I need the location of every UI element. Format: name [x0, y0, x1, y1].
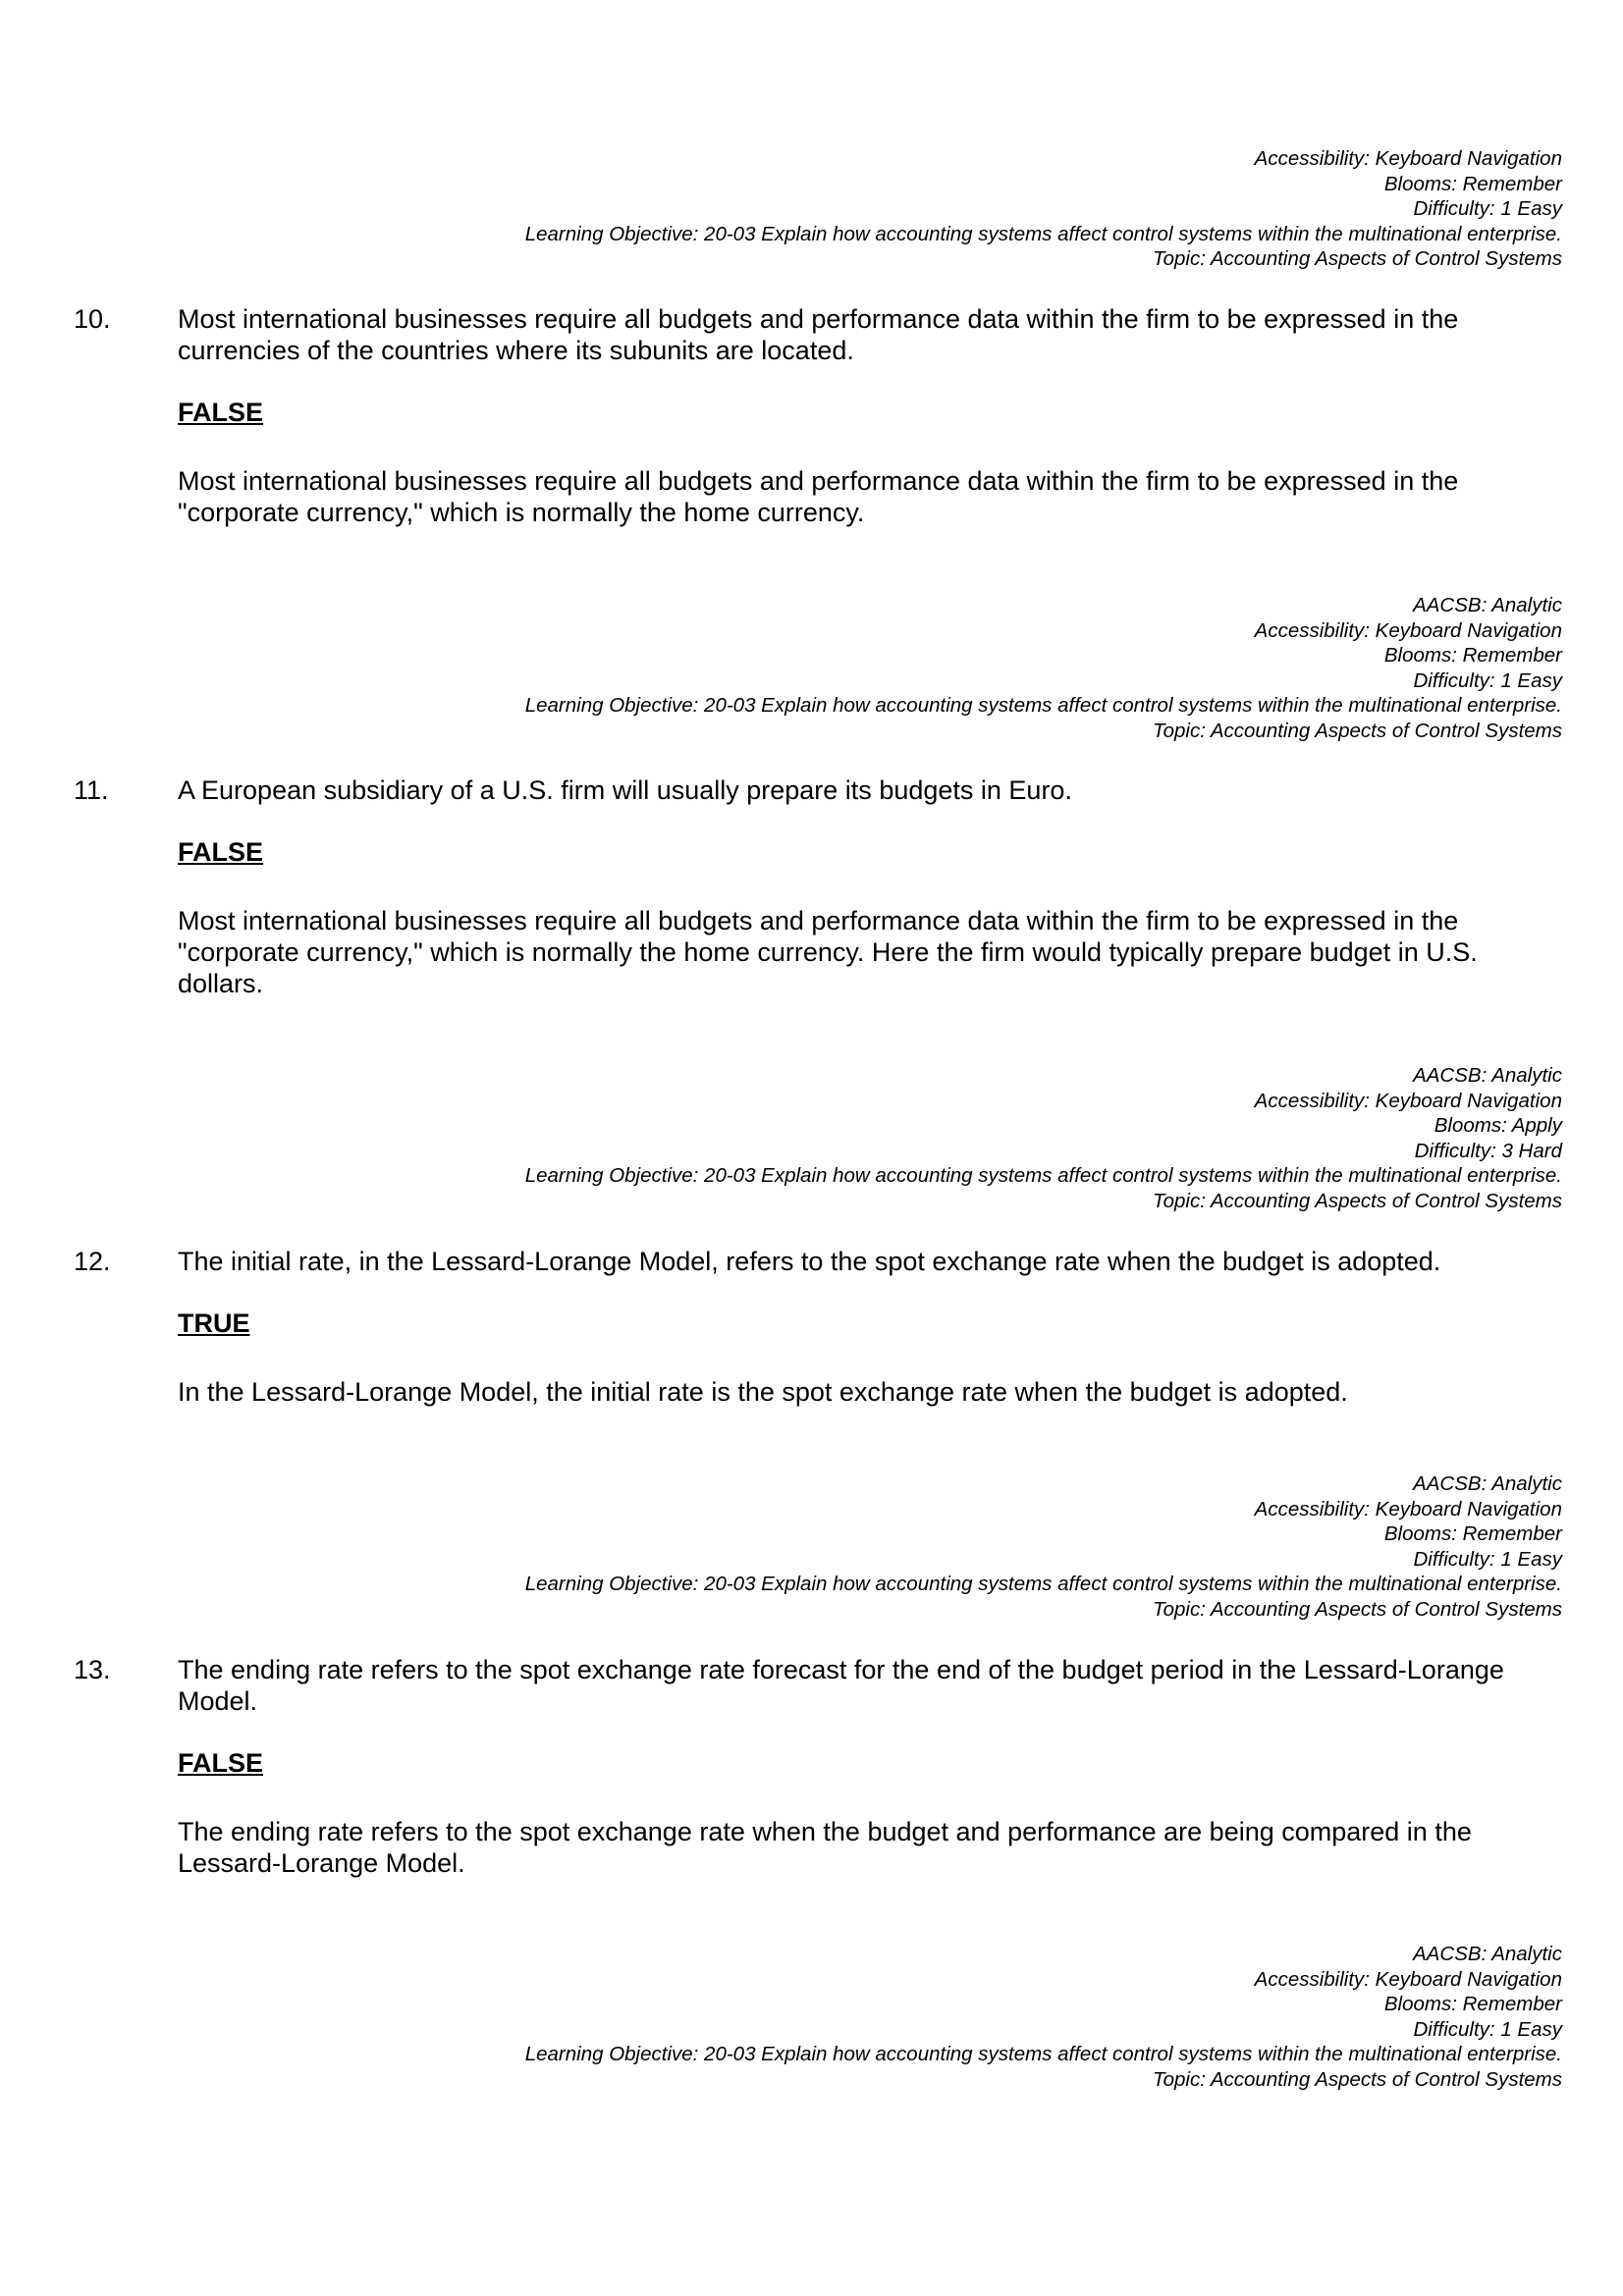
meta-topic: Topic: Accounting Aspects of Control Systems [1152, 719, 1562, 742]
meta-learning-objective: Learning Objective: 20-03 Explain how accounting systems affect control systems within the multinational enterprise. [524, 222, 1562, 245]
question-text: A European subsidiary of a U.S. firm will usually prepare its budgets in Euro. [178, 775, 1072, 805]
question-11 [74, 774, 1561, 806]
meta-accessibility: Accessibility: Keyboard Navigation [1254, 1497, 1562, 1521]
answer-explanation: The ending rate refers to the spot exchange rate when the budget and performance are being compared in the Lessard-Lorange Model. [178, 1817, 1472, 1878]
meta-aacsb: AACSB: Analytic [1413, 1472, 1562, 1495]
question-metadata [384, 1471, 1562, 1622]
meta-accessibility: Accessibility: Keyboard Navigation [1254, 1967, 1562, 1991]
meta-blooms: Blooms: Remember [1383, 1522, 1562, 1545]
question-10 [74, 303, 1561, 366]
answer-label: TRUE [178, 1308, 250, 1338]
question-number: 11. [74, 775, 109, 805]
meta-topic: Topic: Accounting Aspects of Control Systems [1152, 2067, 1562, 2091]
meta-learning-objective: Learning Objective: 20-03 Explain how accounting systems affect control systems within the multinational enterprise. [524, 2043, 1562, 2065]
meta-difficulty: Difficulty: 1 Easy [1413, 197, 1562, 220]
meta-difficulty: Difficulty: 1 Easy [1413, 1547, 1562, 1571]
question-metadata [384, 1942, 1562, 2092]
question-13 [74, 1654, 1561, 1717]
question-number: 12. [74, 1247, 111, 1276]
answer-explanation: Most international businesses require all budgets and performance data within the firm to be expressed in the "corporate currency," which is normally the home currency. [178, 466, 1459, 527]
meta-blooms: Blooms: Remember [1383, 1993, 1562, 2015]
answer-label: FALSE [178, 398, 264, 427]
question-number: 13. [74, 1655, 111, 1684]
question-metadata-top [384, 146, 1562, 272]
meta-accessibility: Accessibility: Keyboard Navigation [1254, 1089, 1562, 1112]
question-text: The initial rate, in the Lessard-Lorange Model, refers to the spot exchange rate when the budget is adopted. [178, 1247, 1441, 1276]
meta-learning-objective: Learning Objective: 20-03 Explain how accounting systems affect control systems within the multinational enterprise. [524, 1573, 1562, 1595]
meta-blooms: Blooms: Remember [1383, 644, 1562, 667]
question-number: 10. [74, 304, 111, 334]
meta-learning-objective: Learning Objective: 20-03 Explain how accounting systems affect control systems within the multinational enterprise. [524, 694, 1562, 717]
question-metadata [384, 1063, 1562, 1213]
meta-learning-objective: Learning Objective: 20-03 Explain how accounting systems affect control systems within the multinational enterprise. [524, 1164, 1562, 1187]
answer-label: FALSE [178, 837, 264, 867]
answer-explanation: Most international businesses require all budgets and performance data within the firm to be expressed in the "corporate currency," which is normally the home currency. Here the firm would typically prepare budget in U.S. dollars. [178, 906, 1478, 998]
meta-topic: Topic: Accounting Aspects of Control Systems [1152, 1597, 1562, 1621]
meta-aacsb: AACSB: Analytic [1413, 1943, 1562, 1965]
meta-aacsb: AACSB: Analytic [1413, 1064, 1562, 1087]
meta-accessibility: Accessibility: Keyboard Navigation [1254, 147, 1562, 170]
meta-accessibility: Accessibility: Keyboard Navigation [1254, 618, 1562, 642]
meta-topic: Topic: Accounting Aspects of Control Systems [1152, 1189, 1562, 1212]
question-12 [74, 1246, 1561, 1277]
meta-aacsb: AACSB: Analytic [1413, 594, 1562, 616]
question-text: Most international businesses require all budgets and performance data within the firm to be expressed in the currencies of the countries where its subunits are located. [178, 304, 1459, 365]
meta-blooms: Blooms: Apply [1434, 1114, 1562, 1137]
question-metadata [384, 593, 1562, 743]
question-text: The ending rate refers to the spot exchange rate forecast for the end of the budget period in the Lessard-Lorange Model. [178, 1655, 1504, 1716]
answer-explanation: In the Lessard-Lorange Model, the initial rate is the spot exchange rate when the budget is adopted. [178, 1377, 1348, 1407]
meta-topic: Topic: Accounting Aspects of Control Systems [1152, 247, 1562, 270]
meta-difficulty: Difficulty: 1 Easy [1413, 2017, 1562, 2041]
meta-blooms: Blooms: Remember [1383, 172, 1562, 195]
answer-label: FALSE [178, 1748, 264, 1778]
meta-difficulty: Difficulty: 1 Easy [1413, 668, 1562, 692]
meta-difficulty: Difficulty: 3 Hard [1414, 1139, 1562, 1162]
